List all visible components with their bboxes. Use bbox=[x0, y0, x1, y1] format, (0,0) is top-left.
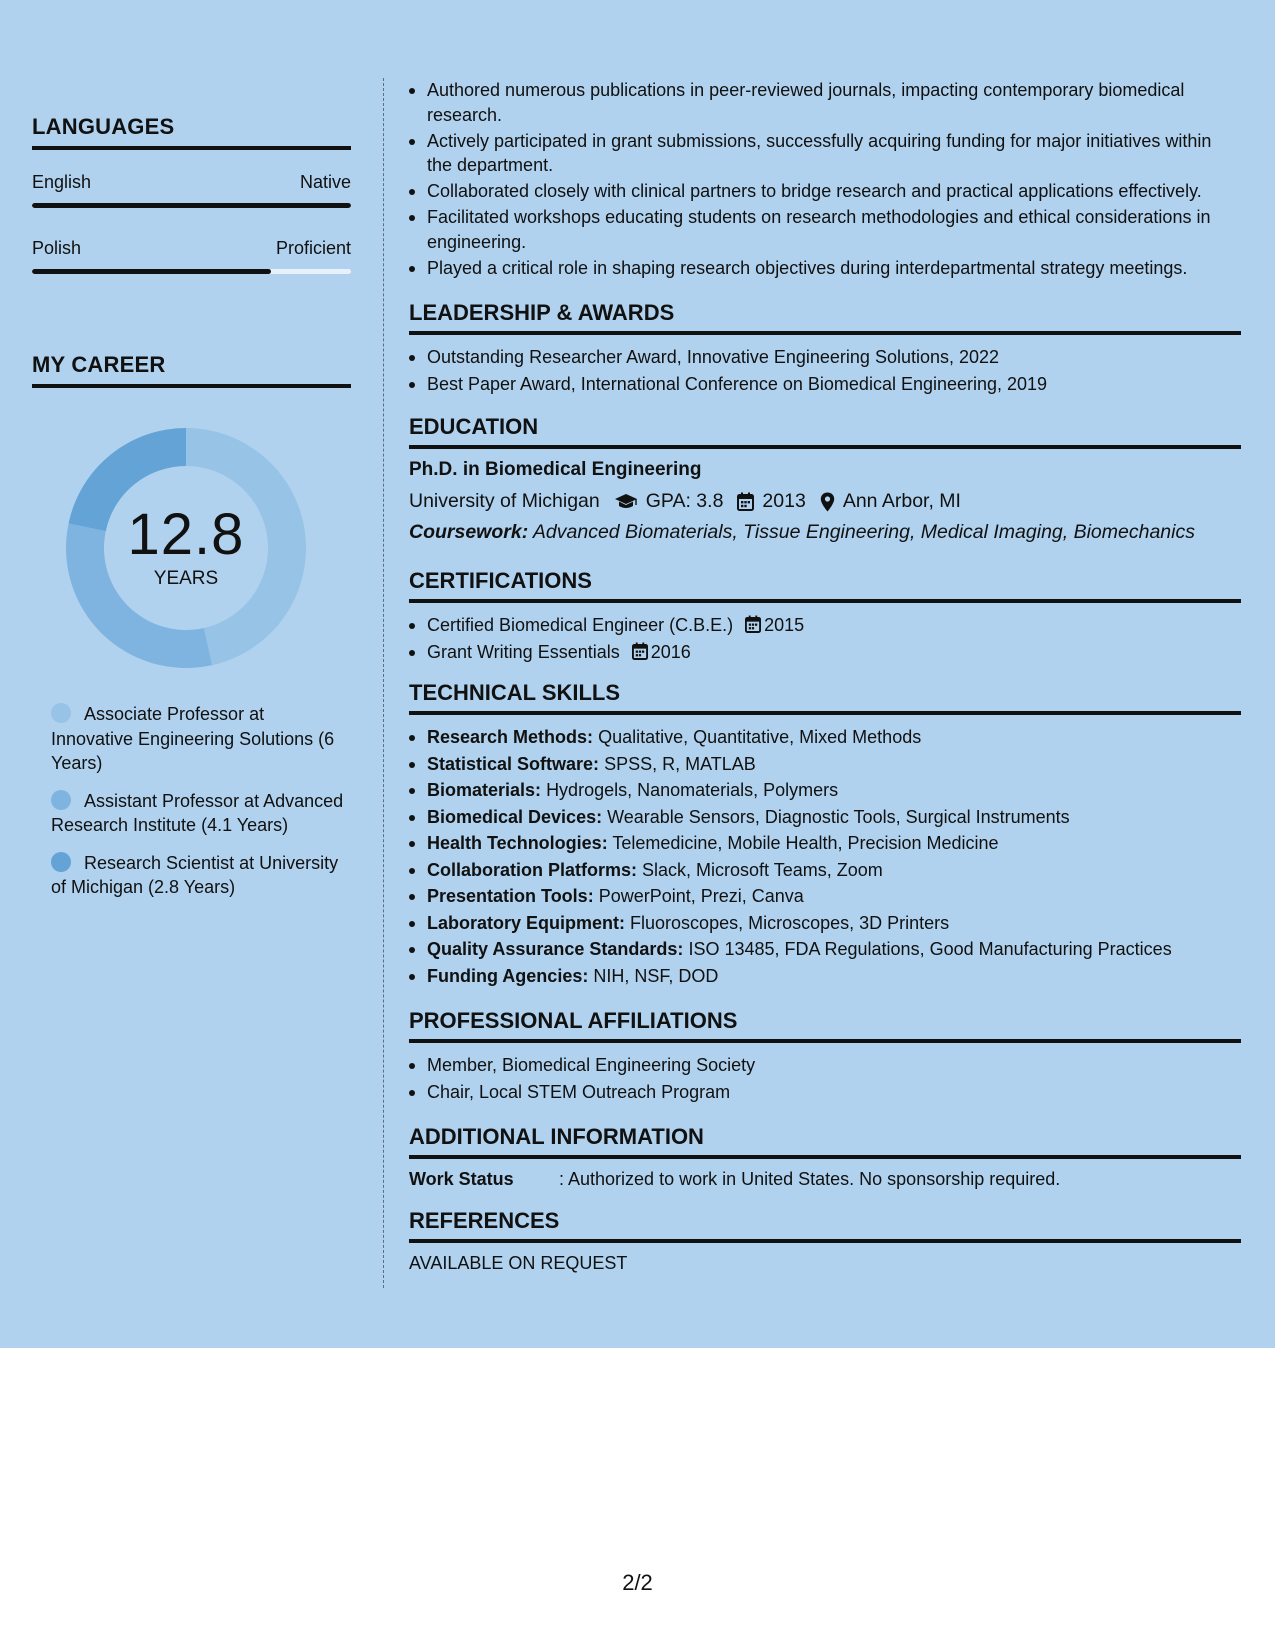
section-title: CERTIFICATIONS bbox=[409, 568, 1241, 603]
certifications-section bbox=[409, 568, 1241, 664]
column-divider bbox=[383, 78, 384, 1288]
school-location: Ann Arbor, MI bbox=[842, 490, 961, 512]
language-name: Polish bbox=[32, 238, 82, 258]
list-item: Actively participated in grant submissions, successfully acquiring funding for major initiatives within the department. bbox=[409, 129, 1241, 178]
graduation-year: 2013 bbox=[762, 490, 806, 512]
legend-dot-icon bbox=[51, 703, 71, 723]
list-item bbox=[409, 911, 1241, 936]
school-name: University of Michigan bbox=[409, 490, 600, 512]
skill-value: ISO 13485, FDA Regulations, Good Manufacturing Practices bbox=[688, 939, 1172, 959]
experience-bullets bbox=[409, 78, 1241, 280]
leadership-section bbox=[409, 300, 1241, 396]
list-item bbox=[409, 778, 1241, 803]
calendar-icon bbox=[737, 492, 754, 511]
list-item bbox=[409, 613, 1241, 638]
page-number: 2/2 bbox=[622, 1570, 653, 1595]
legend-dot-icon bbox=[51, 852, 71, 872]
career-total-years: 12.8 bbox=[127, 502, 245, 567]
list-item: Collaborated closely with clinical partners to bridge research and practical applications effectively. bbox=[409, 179, 1241, 204]
skill-value: Fluoroscopes, Microscopes, 3D Printers bbox=[630, 912, 950, 933]
gpa: GPA: 3.8 bbox=[645, 490, 724, 512]
language-level: Proficient bbox=[275, 238, 351, 258]
list-item bbox=[409, 831, 1241, 856]
section-title: REFERENCES bbox=[409, 1208, 1241, 1243]
list-item bbox=[409, 805, 1241, 830]
career-donut-center bbox=[66, 428, 306, 668]
list-item bbox=[409, 725, 1241, 750]
certification-name: Certified Biomedical Engineer (C.B.E.) bbox=[427, 615, 734, 635]
list-item bbox=[409, 937, 1241, 962]
degree-title: Ph.D. in Biomedical Engineering bbox=[409, 459, 702, 480]
list-item bbox=[409, 752, 1241, 777]
references-text: AVAILABLE ON REQUEST bbox=[409, 1253, 628, 1273]
section-title: LEADERSHIP & AWARDS bbox=[409, 300, 1241, 335]
career-total-unit: YEARS bbox=[153, 568, 219, 589]
career-legend-item bbox=[51, 851, 351, 900]
skill-label: Research Methods: bbox=[427, 727, 594, 747]
career-legend-item bbox=[51, 789, 351, 838]
calendar-icon bbox=[632, 642, 648, 660]
work-status-label: Work Status bbox=[409, 1169, 514, 1189]
career-legend-item bbox=[51, 702, 351, 776]
affiliations-section bbox=[409, 1008, 1241, 1104]
work-status-row bbox=[409, 1169, 1241, 1190]
sidebar bbox=[32, 114, 351, 913]
skill-label: Statistical Software: bbox=[427, 753, 600, 774]
skill-label: Collaboration Platforms: bbox=[427, 859, 638, 880]
language-item bbox=[32, 238, 351, 274]
language-proficiency-bar bbox=[32, 203, 351, 208]
main-content bbox=[409, 78, 1241, 1274]
list-item bbox=[409, 640, 1241, 665]
section-title: EDUCATION bbox=[409, 414, 1241, 449]
list-item: Authored numerous publications in peer-reviewed journals, impacting contemporary biomedical research. bbox=[409, 78, 1241, 127]
skill-value: Hydrogels, Nanomaterials, Polymers bbox=[546, 780, 839, 800]
skill-label: Quality Assurance Standards: bbox=[427, 939, 684, 959]
skill-label: Health Technologies: bbox=[427, 833, 608, 853]
list-item: Outstanding Researcher Award, Innovative Engineering Solutions, 2022 bbox=[409, 345, 1241, 370]
skill-value: Slack, Microsoft Teams, Zoom bbox=[642, 859, 883, 880]
skill-label: Funding Agencies: bbox=[427, 965, 589, 986]
references-section bbox=[409, 1208, 1241, 1274]
map-pin-icon bbox=[820, 492, 835, 512]
career-legend-label: Research Scientist at University of Michigan (2.8 Years) bbox=[51, 852, 339, 897]
coursework bbox=[409, 521, 1241, 544]
list-item: Chair, Local STEM Outreach Program bbox=[409, 1080, 1241, 1105]
graduation-cap-icon bbox=[614, 493, 638, 511]
language-item bbox=[32, 172, 351, 208]
certification-name: Grant Writing Essentials bbox=[427, 641, 620, 662]
additional-section bbox=[409, 1124, 1241, 1190]
skill-value: Wearable Sensors, Diagnostic Tools, Surgical Instruments bbox=[607, 806, 1070, 827]
languages-heading: LANGUAGES bbox=[32, 114, 351, 150]
language-proficiency-fill bbox=[32, 203, 351, 208]
skill-value: SPSS, R, MATLAB bbox=[604, 753, 756, 774]
calendar-icon bbox=[745, 615, 761, 633]
skill-value: Qualitative, Quantitative, Mixed Methods bbox=[598, 727, 922, 747]
coursework-label: Coursework: bbox=[409, 521, 529, 543]
skill-label: Presentation Tools: bbox=[427, 886, 594, 906]
list-item: Facilitated workshops educating students on research methodologies and ethical considerations in engineering. bbox=[409, 205, 1241, 254]
certification-year: 2015 bbox=[764, 615, 805, 635]
skill-value: Telemedicine, Mobile Health, Precision Medicine bbox=[612, 833, 999, 853]
skills-section bbox=[409, 680, 1241, 988]
language-level: Native bbox=[299, 172, 351, 192]
skill-label: Biomaterials: bbox=[427, 780, 542, 800]
language-proficiency-bar bbox=[32, 269, 351, 274]
skill-label: Biomedical Devices: bbox=[427, 806, 603, 827]
section-title: PROFESSIONAL AFFILIATIONS bbox=[409, 1008, 1241, 1043]
education-section bbox=[409, 414, 1241, 544]
legend-dot-icon bbox=[51, 790, 71, 810]
coursework-list: Advanced Biomaterials, Tissue Engineering, Medical Imaging, Biomechanics bbox=[532, 521, 1195, 543]
list-item: Member, Biomedical Engineering Society bbox=[409, 1053, 1241, 1078]
career-legend-label: Associate Professor at Innovative Engineering Solutions (6 Years) bbox=[51, 704, 335, 773]
section-title: TECHNICAL SKILLS bbox=[409, 680, 1241, 715]
career-heading: MY CAREER bbox=[32, 352, 351, 388]
language-proficiency-fill bbox=[32, 269, 271, 274]
skill-value: NIH, NSF, DOD bbox=[593, 965, 719, 986]
list-item bbox=[409, 858, 1241, 883]
work-status-value: : Authorized to work in United States. No sponsorship required. bbox=[559, 1169, 1061, 1189]
section-title: ADDITIONAL INFORMATION bbox=[409, 1124, 1241, 1159]
skill-value: PowerPoint, Prezi, Canva bbox=[598, 886, 804, 906]
certification-year: 2016 bbox=[650, 641, 691, 662]
education-details bbox=[409, 490, 1241, 513]
language-name: English bbox=[32, 172, 92, 192]
list-item bbox=[409, 884, 1241, 909]
career-legend bbox=[32, 702, 351, 900]
list-item bbox=[409, 964, 1241, 989]
career-legend-label: Assistant Professor at Advanced Research Institute (4.1 Years) bbox=[51, 790, 344, 835]
skill-label: Laboratory Equipment: bbox=[427, 912, 626, 933]
list-item: Played a critical role in shaping research objectives during interdepartmental strategy meetings. bbox=[409, 256, 1241, 281]
career-donut-chart bbox=[66, 428, 306, 668]
list-item: Best Paper Award, International Conference on Biomedical Engineering, 2019 bbox=[409, 372, 1241, 397]
